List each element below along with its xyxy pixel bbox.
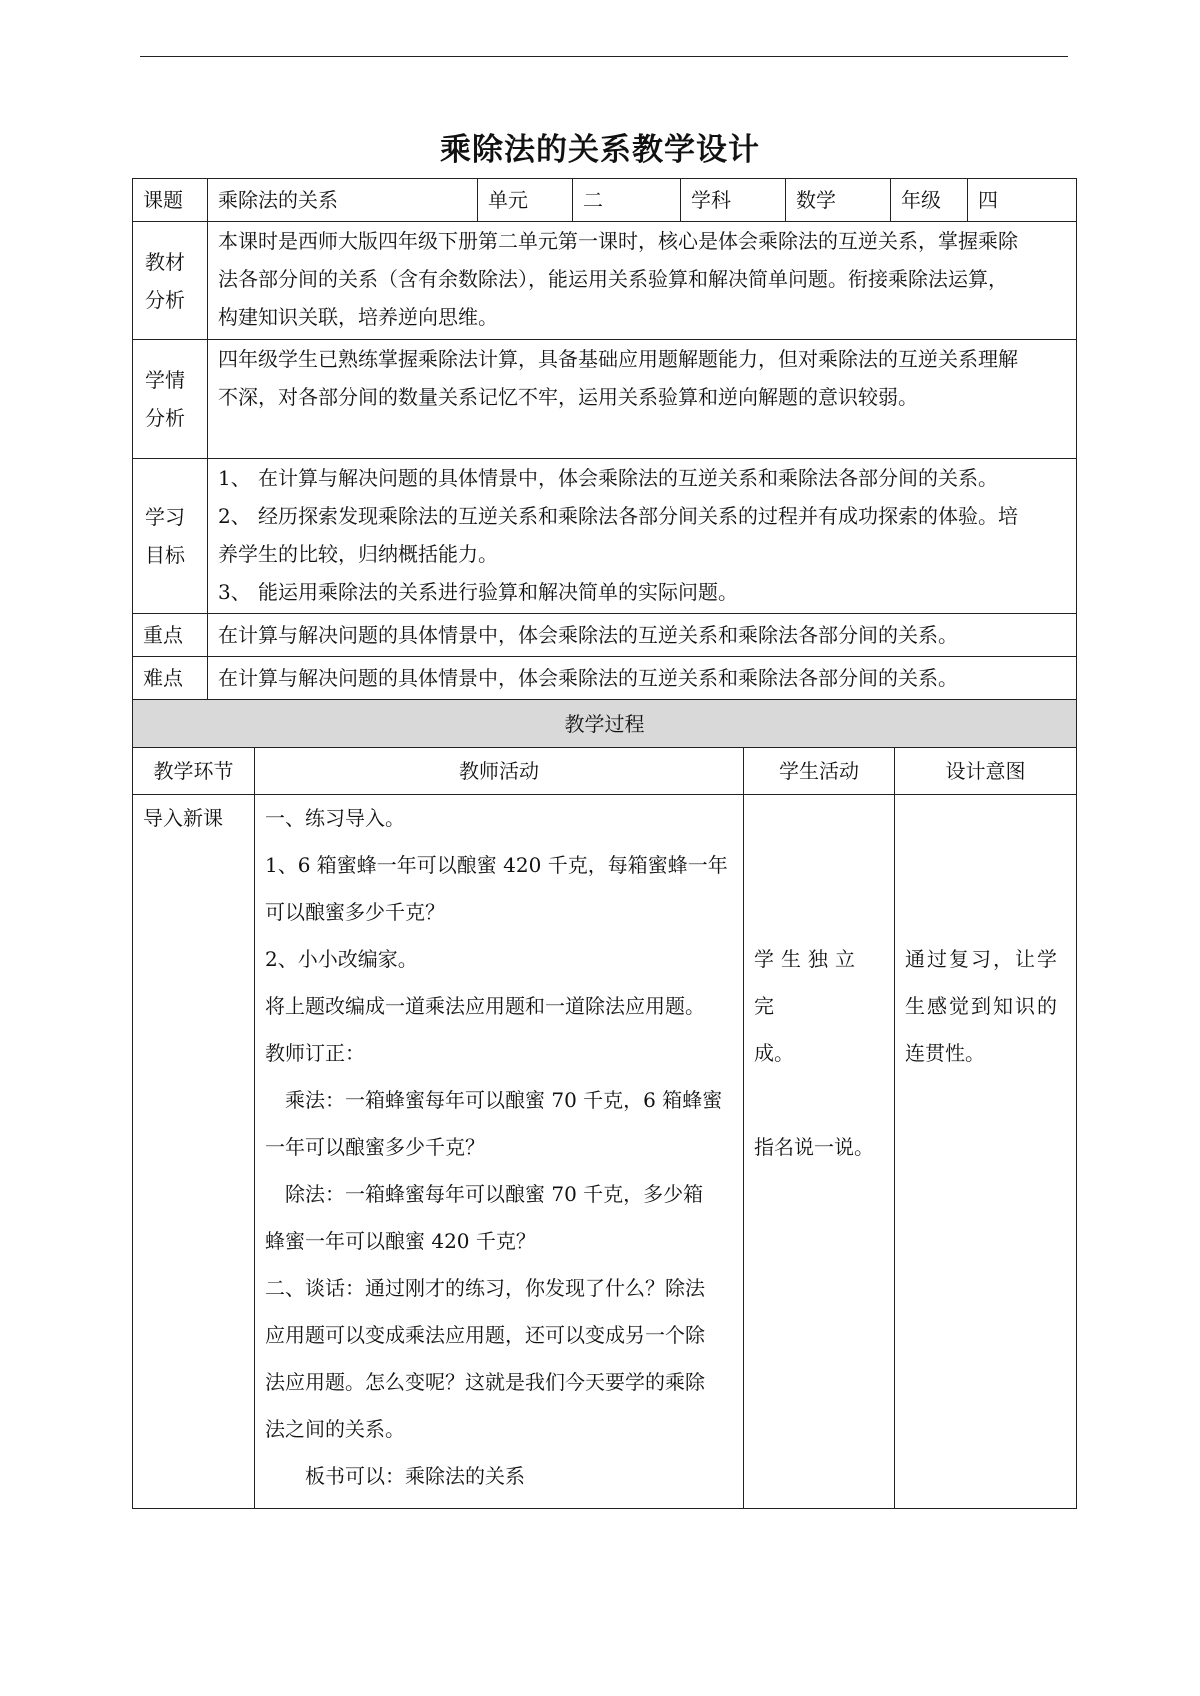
unit-value: 二 <box>573 179 681 222</box>
key-label: 重点 <box>133 614 208 657</box>
col-stage-header: 教学环节 <box>133 748 255 795</box>
info-row-learner <box>133 340 1077 459</box>
info-row-key <box>133 614 1077 657</box>
goal-item: 3、 能运用乘除法的关系进行验算和解决简单的实际问题。 <box>218 580 738 604</box>
process-column-headers <box>133 748 1077 795</box>
info-row-difficult <box>133 657 1077 700</box>
subject-value: 数学 <box>786 179 891 222</box>
stage-cell: 导入新课 <box>133 795 255 1509</box>
goal-item: 2、 经历探索发现乘除法的互逆关系和乘除法各部分间关系的过程并有成功探索的体验。培 <box>218 504 1018 528</box>
goal-label: 学习 目标 <box>133 459 208 614</box>
subject-label: 学科 <box>681 179 786 222</box>
student-activity-cell: 学生独立完 成。 指名说一说。 <box>744 795 895 1509</box>
difficult-label: 难点 <box>133 657 208 700</box>
header-rule <box>140 56 1068 57</box>
info-row-basic <box>133 179 1077 222</box>
learner-text: 四年级学生已熟练掌握乘除法计算，具备基础应用题解题能力，但对乘除法的互逆关系理解 不深，对各部分间的数量关系记忆不牢，运用关系验算和逆向解题的意识较弱。 <box>208 340 1077 459</box>
teaching-process-table <box>132 699 1077 1509</box>
teacher-activity-cell: 一、练习导入。 1、6 箱蜜蜂一年可以酿蜜 420 千克，每箱蜜蜂一年 可以酿蜜多少千克？ 2、小小改编家。 将上题改编成一道乘法应用题和一道除法应用题。 教师订正： 乘法：一箱蜂蜜每年可以酿蜜 70 千克，6 箱蜂蜜 一年可以酿蜜多少千克？ 除法：一箱蜂蜜每年可以酿蜜 70 千克，多少箱 蜂蜜一年可以酿蜜 420 千克？ 二、谈话：通过刚才的练习，你发现了什么？除法 应用题可以变成乘法应用题，还可以变成另一个除 法应用题。怎么变呢？这就是我们今天要学的乘除 法之间的关系。 板书可以：乘除法的关系 <box>255 795 744 1509</box>
page-title: 乘除法的关系教学设计 <box>440 132 760 168</box>
process-heading: 教学过程 <box>133 700 1077 748</box>
topic-value: 乘除法的关系 <box>208 179 478 222</box>
material-text: 本课时是西师大版四年级下册第二单元第一课时，核心是体会乘除法的互逆关系，掌握乘除 法各部分间的关系（含有余数除法），能运用关系验算和解决简单问题。衔接乘除法运算， 构建知识关联，培养逆向思维。 <box>208 222 1077 340</box>
col-intent-header: 设计意图 <box>895 748 1077 795</box>
col-student-header: 学生活动 <box>744 748 895 795</box>
grade-label: 年级 <box>891 179 968 222</box>
info-row-material <box>133 222 1077 340</box>
learner-label: 学情 分析 <box>133 340 208 459</box>
key-value: 在计算与解决问题的具体情景中，体会乘除法的互逆关系和乘除法各部分间的关系。 <box>208 614 1077 657</box>
lesson-info-table <box>132 178 1077 700</box>
col-teacher-header: 教师活动 <box>255 748 744 795</box>
process-row-intro <box>133 795 1077 1509</box>
goal-text <box>208 459 1077 614</box>
difficult-value: 在计算与解决问题的具体情景中，体会乘除法的互逆关系和乘除法各部分间的关系。 <box>208 657 1077 700</box>
design-intent-cell: 通过复习，让学 生感觉到知识的 连贯性。 <box>895 795 1077 1509</box>
goal-item: 1、 在计算与解决问题的具体情景中，体会乘除法的互逆关系和乘除法各部分间的关系。 <box>218 466 998 490</box>
grade-value: 四 <box>968 179 1077 222</box>
info-row-goals <box>133 459 1077 614</box>
material-label: 教材 分析 <box>133 222 208 340</box>
topic-label: 课题 <box>133 179 208 222</box>
goal-item: 养学生的比较，归纳概括能力。 <box>218 542 498 566</box>
unit-label: 单元 <box>478 179 573 222</box>
